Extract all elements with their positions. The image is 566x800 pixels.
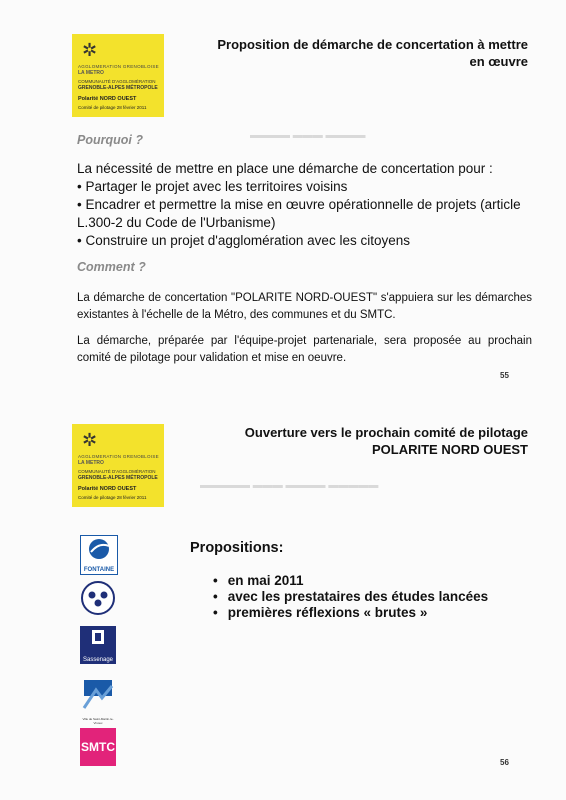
propositions-list [213,573,488,621]
saint-martin-label: Ville de Saint-Martin-le-Vinoux [82,717,114,725]
propositions-heading: Propositions: [190,540,284,556]
logo-committee: Comité de pilotage 28 février 2011 [78,105,147,110]
saint-martin-emblem-icon [80,678,116,712]
proposition-item: • en mai 2011 [213,573,488,589]
bleed-through-text: ▬▬▬▬▬ ▬▬▬ ▬▬▬▬ ▬▬▬▬▬ [200,480,379,491]
slide1-title [217,36,528,70]
page-number: 55 [500,371,509,380]
logo-community2: GRENOBLE-ALPES MÉTROPOLE [78,85,158,91]
comment-heading: Comment ? [77,260,146,274]
logo-polarite: Polarité NORD OUEST [78,96,137,102]
slide2-title-line2: POLARITE NORD OUEST [371,442,528,457]
metro-logo [72,34,164,117]
bird-logo-icon: ✲ [82,40,98,60]
logo-brand-line1: AGGLOMERATION GRENOBLOISE [78,64,159,69]
page-number: 56 [500,758,509,767]
proposition-item: • avec les prestataires des études lancées [213,589,488,605]
logo-community2: GRENOBLE-ALPES MÉTROPOLE [78,475,158,481]
logo-polarite: Polarité NORD OUEST [78,486,137,492]
sassenage-label: Sassenage [82,657,114,663]
bullet-item: • Encadrer et permettre la mise en œuvre opérationnelle de projets (article L.300-2 du Code de l'Urbanisme) [77,197,521,230]
seyssinet-logo [80,580,116,616]
metro-logo [72,424,164,507]
smtc-logo: SMTC [80,728,116,766]
slide2-title-line1: Ouverture vers le prochain comité de pilotage [244,425,528,440]
pourquoi-heading: Pourquoi ? [77,133,143,147]
bullet-item: • Partager le projet avec les territoires voisins [77,179,348,194]
logo-committee: Comité de pilotage 28 février 2011 [78,495,147,500]
comment-paragraph-1: La démarche de concertation "POLARITE NORD-OUEST" s'appuiera sur les démarches existantes à l'échelle de la Métro, des communes et du SMTC. [77,292,532,321]
intro-text: La nécessité de mettre en place une démarche de concertation pour : [77,161,493,176]
saint-martin-logo [80,678,116,725]
pourquoi-body [77,160,532,250]
bird-logo-icon: ✲ [82,430,98,450]
bullet-item: • Construire un projet d'agglomération avec les citoyens [77,233,410,248]
comment-paragraph-2: La démarche, préparée par l'équipe-projet partenariale, sera proposée au prochain comité de pilotage pour validation et mise en oeuvre. [77,335,532,364]
logo-brand-line2: LA METRO [78,460,104,466]
fontaine-logo [80,535,118,575]
sassenage-crest-icon [80,626,116,652]
slide2-title [245,424,528,458]
fontaine-label: FONTAINE [83,567,115,573]
logo-brand-line1: AGGLOMERATION GRENOBLOISE [78,454,159,459]
logo-brand-line2: LA METRO [78,70,104,76]
slide1-title-line2: en œuvre [469,54,528,69]
slide1-title-line1: Proposition de démarche de concertation à mettre [217,37,528,52]
sassenage-logo [80,626,116,664]
logo-community: COMMUNAUTÉ D'AGGLOMÉRATION [78,79,156,84]
logo-community: COMMUNAUTÉ D'AGGLOMÉRATION [78,469,156,474]
proposition-item: • premières réflexions « brutes » [213,605,488,621]
town-seal-icon [80,580,116,616]
fontaine-emblem-icon [81,536,117,562]
bleed-through-text: ▬▬▬▬ ▬▬▬ ▬▬▬▬ [250,130,366,141]
